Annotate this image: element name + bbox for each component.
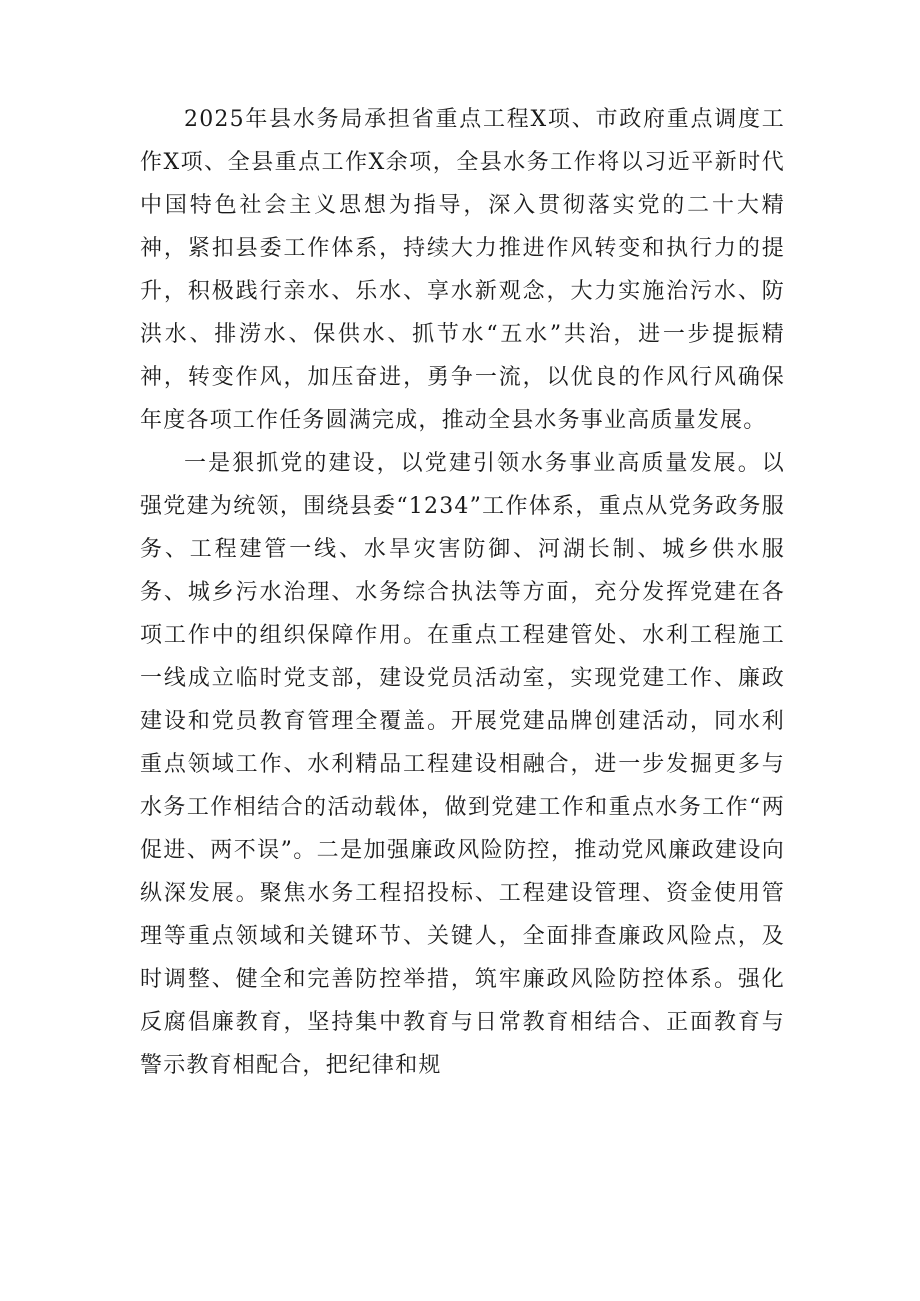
paragraph-party-building: 一是狠抓党的建设，以党建引领水务事业高质量发展。以强党建为统领，围绕县委“1234”工作体系，重点从党务政务服务、工程建管一线、水旱灾害防御、河湖长制、城乡供水服务、城乡污水治理、水务综合执法等方面，充分发挥党建在各项工作中的组织保障作用。在重点工程建管处、水利工程施工一线成立临时党支部，建设党员活动室，实现党建工作、廉政建设和党员教育管理全覆盖。开展党建品牌创建活动，同水利重点领域工作、水利精品工程建设相融合，进一步发掘更多与水务工作相结合的活动载体，做到党建工作和重点水务工作“两促进、两不误”。二是加强廉政风险防控，推动党风廉政建设向纵深发展。聚焦水务工程招投标、工程建设管理、资金使用管理等重点领域和关键环节、关键人，全面排查廉政风险点，及时调整、健全和完善防控举措，筑牢廉政风险防控体系。强化反腐倡廉教育，坚持集中教育与日常教育相结合、正面教育与警示教育相配合，把纪律和规 xyxy=(140,451,785,1078)
document-body xyxy=(140,98,785,1087)
paragraph-intro: 2025年县水务局承担省重点工程X项、市政府重点调度工作X项、全县重点工作X余项，全县水务工作将以习近平新时代中国特色社会主义思想为指导，深入贯彻落实党的二十大精神，紧扣县委工作体系，持续大力推进作风转变和执行力的提升，积极践行亲水、乐水、享水新观念，大力实施治污水、防洪水、排涝水、保供水、抓节水“五水”共治，进一步提振精神，转变作风，加压奋进，勇争一流，以优良的作风行风确保年度各项工作任务圆满完成，推动全县水务事业高质量发展。 xyxy=(140,107,785,433)
